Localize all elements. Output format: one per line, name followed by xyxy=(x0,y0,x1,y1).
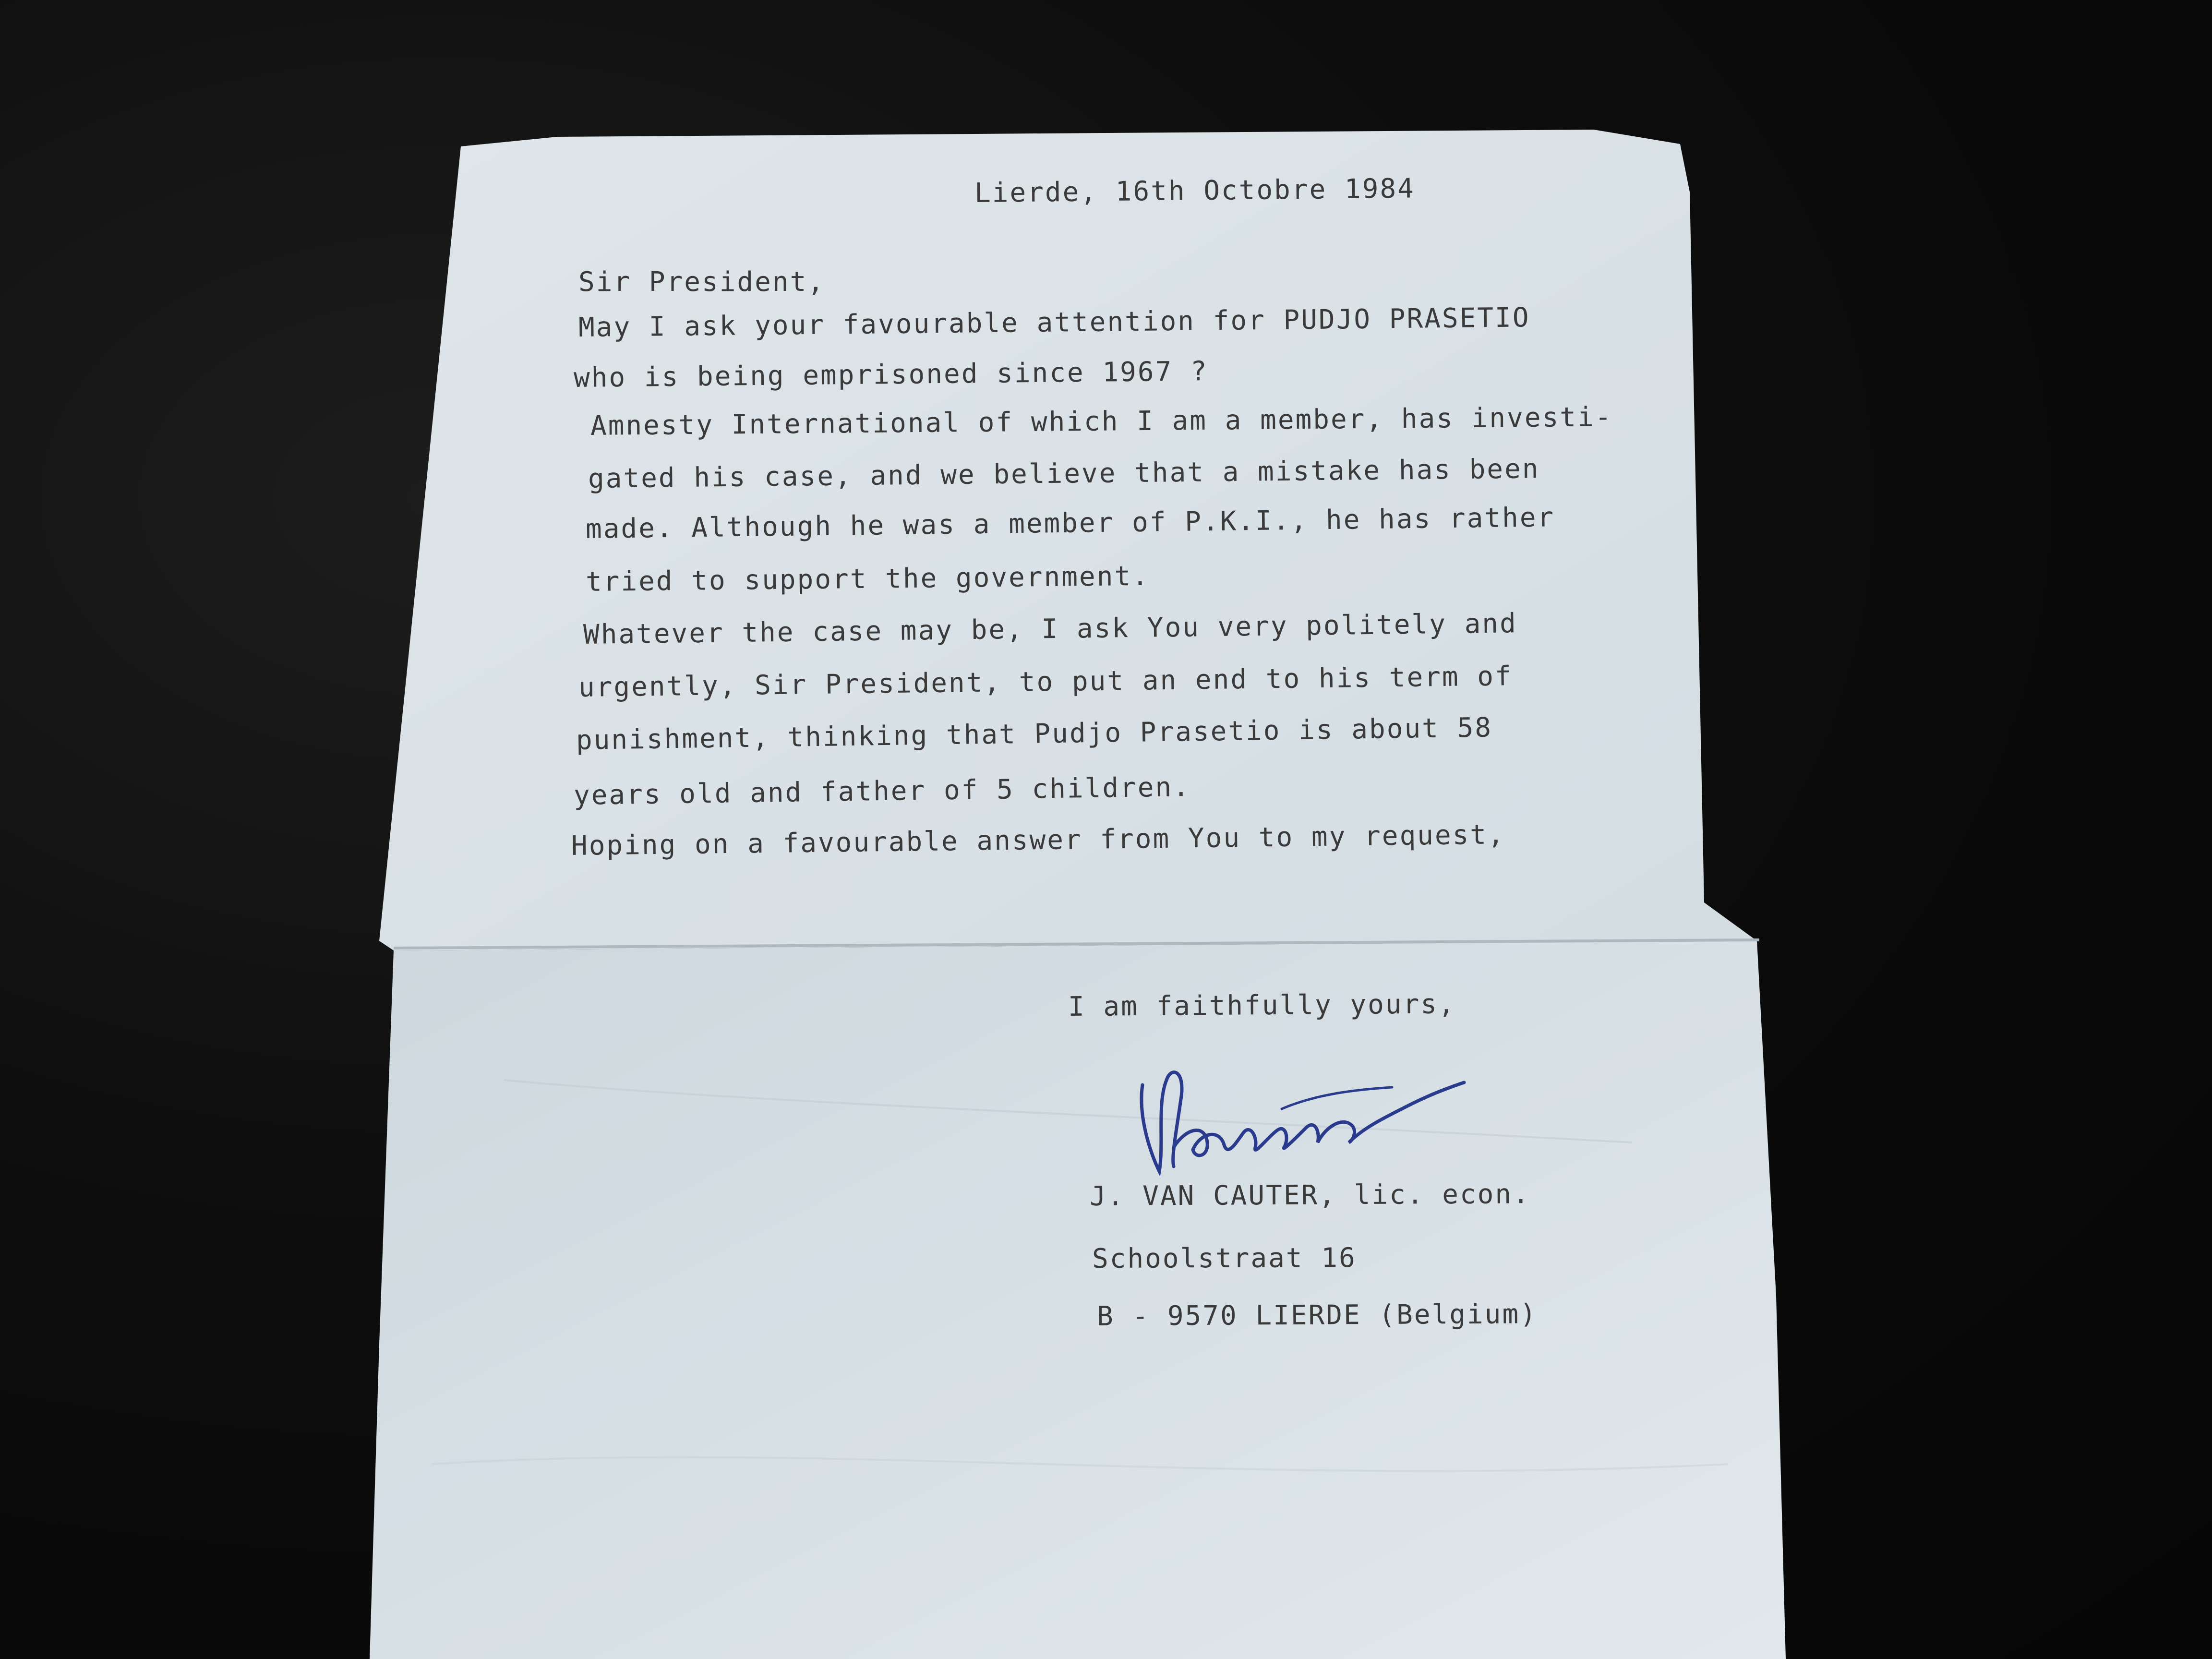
letter-body-line: urgently, Sir President, to put an end to his term of xyxy=(578,661,1513,703)
letter-body-line: Whatever the case may be, I ask You very politely and xyxy=(583,608,1518,650)
paper-lower-half xyxy=(370,941,1786,1659)
letter-body-line: tried to support the government. xyxy=(585,560,1150,598)
handwritten-signature xyxy=(1123,1046,1469,1190)
letter-body-line: Amnesty International of which I am a member, has investi- xyxy=(590,401,1613,442)
letter-body-line: who is being emprisoned since 1967 ? xyxy=(573,356,1209,394)
sender-city: B - 9570 LIERDE (Belgium) xyxy=(1096,1298,1538,1332)
letter-body-line: May I ask your favourable attention for PUDJO PRASETIO xyxy=(578,302,1530,343)
letter-body-line: punishment, thinking that Pudjo Prasetio is about 58 xyxy=(576,712,1493,756)
letter-body-line: gated his case, and we believe that a mistake has been xyxy=(588,453,1540,494)
letter-body-line: made. Although he was a member of P.K.I., he has rather xyxy=(585,502,1555,545)
letter-salutation: Sir President, xyxy=(578,266,826,298)
letter-closing: I am faithfully yours, xyxy=(1068,988,1456,1022)
letter-body-line: Hoping on a favourable answer from You to my request, xyxy=(571,819,1506,862)
letter-body-line: years old and father of 5 children. xyxy=(573,771,1191,811)
sender-street: Schoolstraat 16 xyxy=(1092,1242,1357,1274)
sender-name: J. VAN CAUTER, lic. econ. xyxy=(1089,1178,1531,1212)
letter-dateline: Lierde, 16th Octobre 1984 xyxy=(974,173,1416,209)
